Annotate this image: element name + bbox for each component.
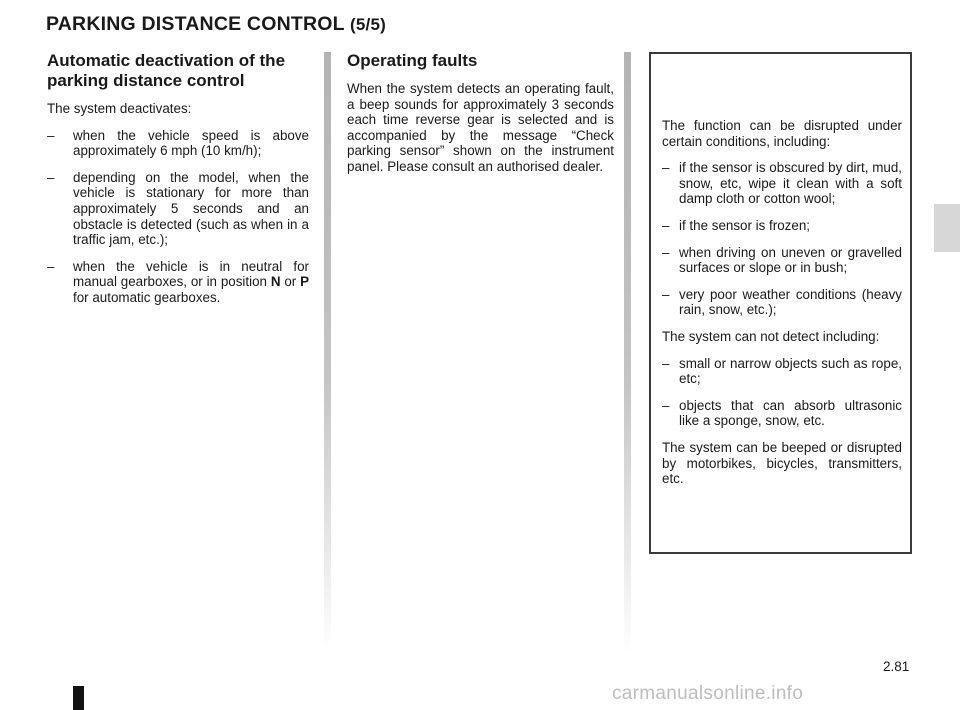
- list-dash: –: [662, 160, 670, 176]
- corner-mark: [73, 686, 84, 710]
- list-item-text: small or narrow objects such as rope, etc;: [679, 355, 902, 387]
- list-item-text: very poor weather conditions (heavy rain, snow, etc.);: [679, 286, 902, 318]
- page-title-part: (5/5): [350, 15, 386, 34]
- list-item: [662, 287, 902, 318]
- note-intro: The function can be disrupted under certain conditions, including:: [662, 118, 902, 149]
- list-item: [662, 398, 902, 429]
- deactivation-intro: The system deactivates:: [47, 101, 192, 116]
- list-item-text: when the vehicle is in neutral for manual gearboxes, or in position: [73, 258, 309, 290]
- list-item-text: objects that can absorb ultrasonic like a sponge, snow, etc.: [679, 397, 902, 429]
- chapter-tab: [934, 204, 960, 252]
- note-box: [649, 52, 912, 554]
- list-item-text: when the vehicle speed is above approximately 6 mph (10 km/h);: [73, 127, 309, 159]
- gear-position-n: N: [270, 274, 281, 290]
- list-dash: –: [662, 244, 670, 260]
- note-closing: The system can be beeped or disrupted by motorbikes, bicycles, transmitters, etc.: [662, 439, 902, 487]
- list-item: [47, 170, 309, 248]
- list-item-text: for automatic gearboxes.: [73, 289, 221, 305]
- list-item-text: depending on the model, when the vehicle is stationary for more than approximately 5 seconds and an obstacle is detected (such as when in a traffic jam, etc.);: [73, 169, 309, 248]
- operating-faults-body: When the system detects an operating fault, a beep sounds for approximately 3 seconds each time reverse gear is selected and is accompanied by the message “Check parking sensor” shown on the instrument panel. Please consult an authorised dealer.: [347, 81, 614, 174]
- list-dash: –: [47, 127, 55, 143]
- page-number: 2.81: [883, 659, 910, 674]
- gear-position-p: P: [300, 274, 309, 290]
- page-title-text: PARKING DISTANCE CONTROL: [46, 13, 345, 35]
- list-dash: –: [662, 397, 670, 413]
- list-item-text: if the sensor is frozen;: [679, 217, 810, 233]
- list-item-text: if the sensor is obscured by dirt, mud, snow, etc, wipe it clean with a soft damp cloth or cotton wool;: [679, 160, 902, 207]
- deactivation-heading: Automatic deactivation of the parking distance control: [47, 51, 286, 90]
- operating-faults-heading: Operating faults: [347, 51, 478, 70]
- column-divider: [624, 52, 631, 652]
- list-item: [47, 128, 309, 159]
- list-item: [662, 160, 902, 207]
- note-detect-intro: The system can not detect including:: [662, 328, 880, 344]
- page-title: [46, 13, 386, 36]
- list-item: [662, 356, 902, 387]
- list-dash: –: [662, 286, 670, 302]
- note-content: [662, 118, 902, 498]
- list-item: [662, 218, 902, 234]
- list-dash: –: [662, 217, 670, 233]
- deactivation-section: [47, 51, 309, 317]
- list-item-text: or: [280, 274, 301, 290]
- list-item: [47, 259, 309, 306]
- column-divider: [324, 52, 331, 652]
- list-item-text: when driving on uneven or gravelled surfaces or slope or in bush;: [679, 244, 902, 276]
- list-dash: –: [47, 258, 55, 274]
- watermark: carmanualsonline.info: [612, 683, 804, 704]
- list-item: [662, 245, 902, 276]
- list-dash: –: [662, 355, 670, 371]
- list-dash: –: [47, 169, 55, 185]
- operating-faults-section: [347, 51, 614, 186]
